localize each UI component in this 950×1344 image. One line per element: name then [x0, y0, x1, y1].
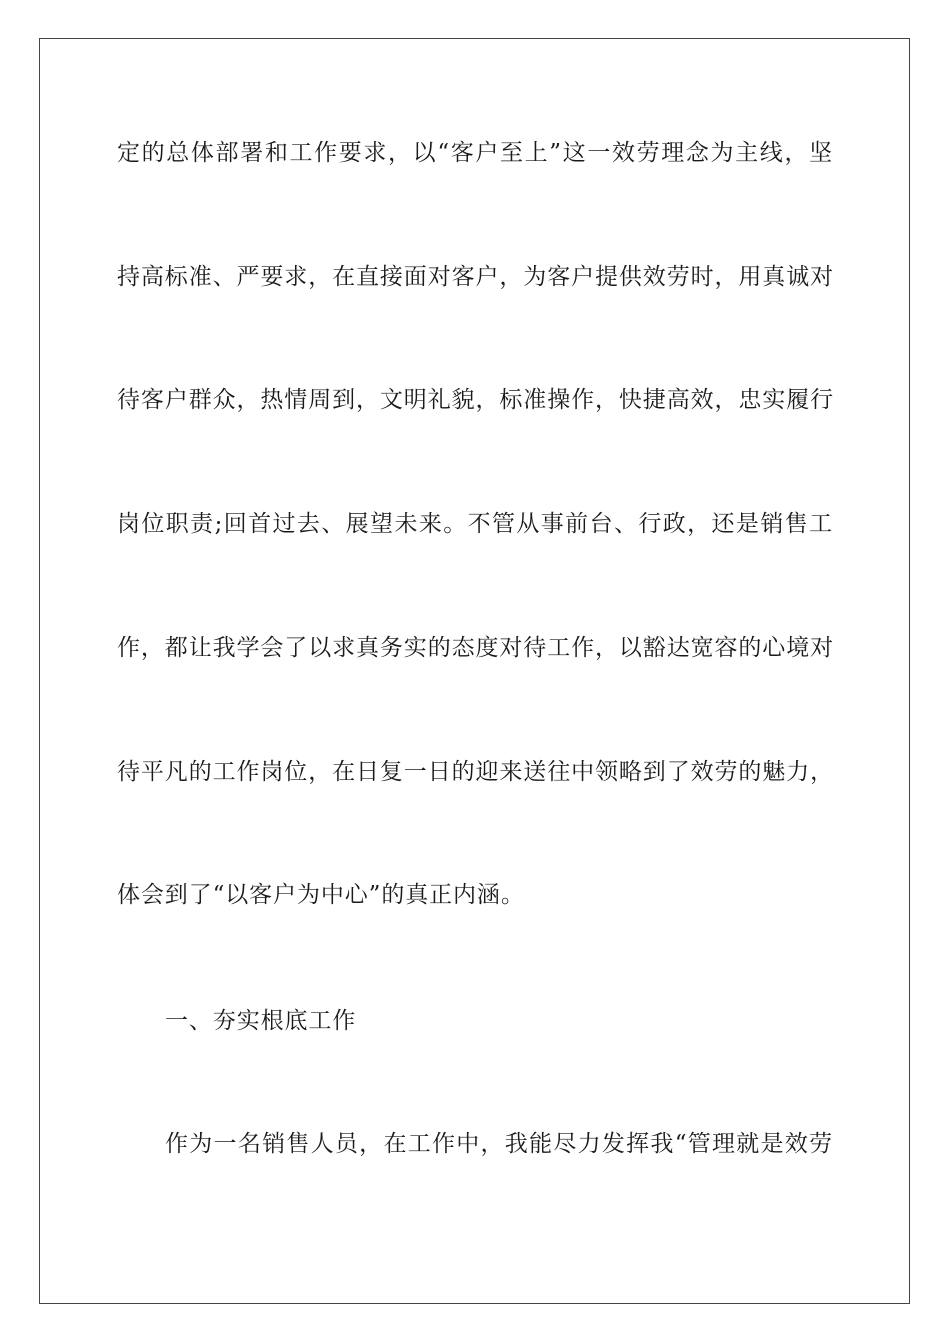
paragraph-line-7: 体会到了“以客户为中心”的真正内涵。 [117, 882, 525, 908]
paragraph-line-6: 待平凡的工作岗位，在日复一日的迎来送往中领略到了效劳的魅力， [117, 759, 834, 785]
paragraph-line-3: 待客户群众，热情周到，文明礼貌，标准操作，快捷高效，忠实履行 [117, 387, 834, 413]
section-heading: 一、夯实根底工作 [165, 1008, 357, 1034]
paragraph-line-5: 作，都让我学会了以求真务实的态度对待工作，以豁达宽容的心境对 [117, 635, 834, 661]
paragraph-line-4: 岗位职责;回首过去、展望未来。不管从事前台、行政，还是销售工 [117, 511, 833, 537]
page-border [39, 38, 910, 1304]
next-paragraph-line: 作为一名销售人员，在工作中，我能尽力发挥我“管理就是效劳 [165, 1131, 833, 1157]
paragraph-line-1: 定的总体部署和工作要求，以“客户至上”这一效劳理念为主线，坚 [117, 140, 833, 166]
paragraph-line-2: 持高标准、严要求，在直接面对客户，为客户提供效劳时，用真诚对 [117, 264, 834, 290]
